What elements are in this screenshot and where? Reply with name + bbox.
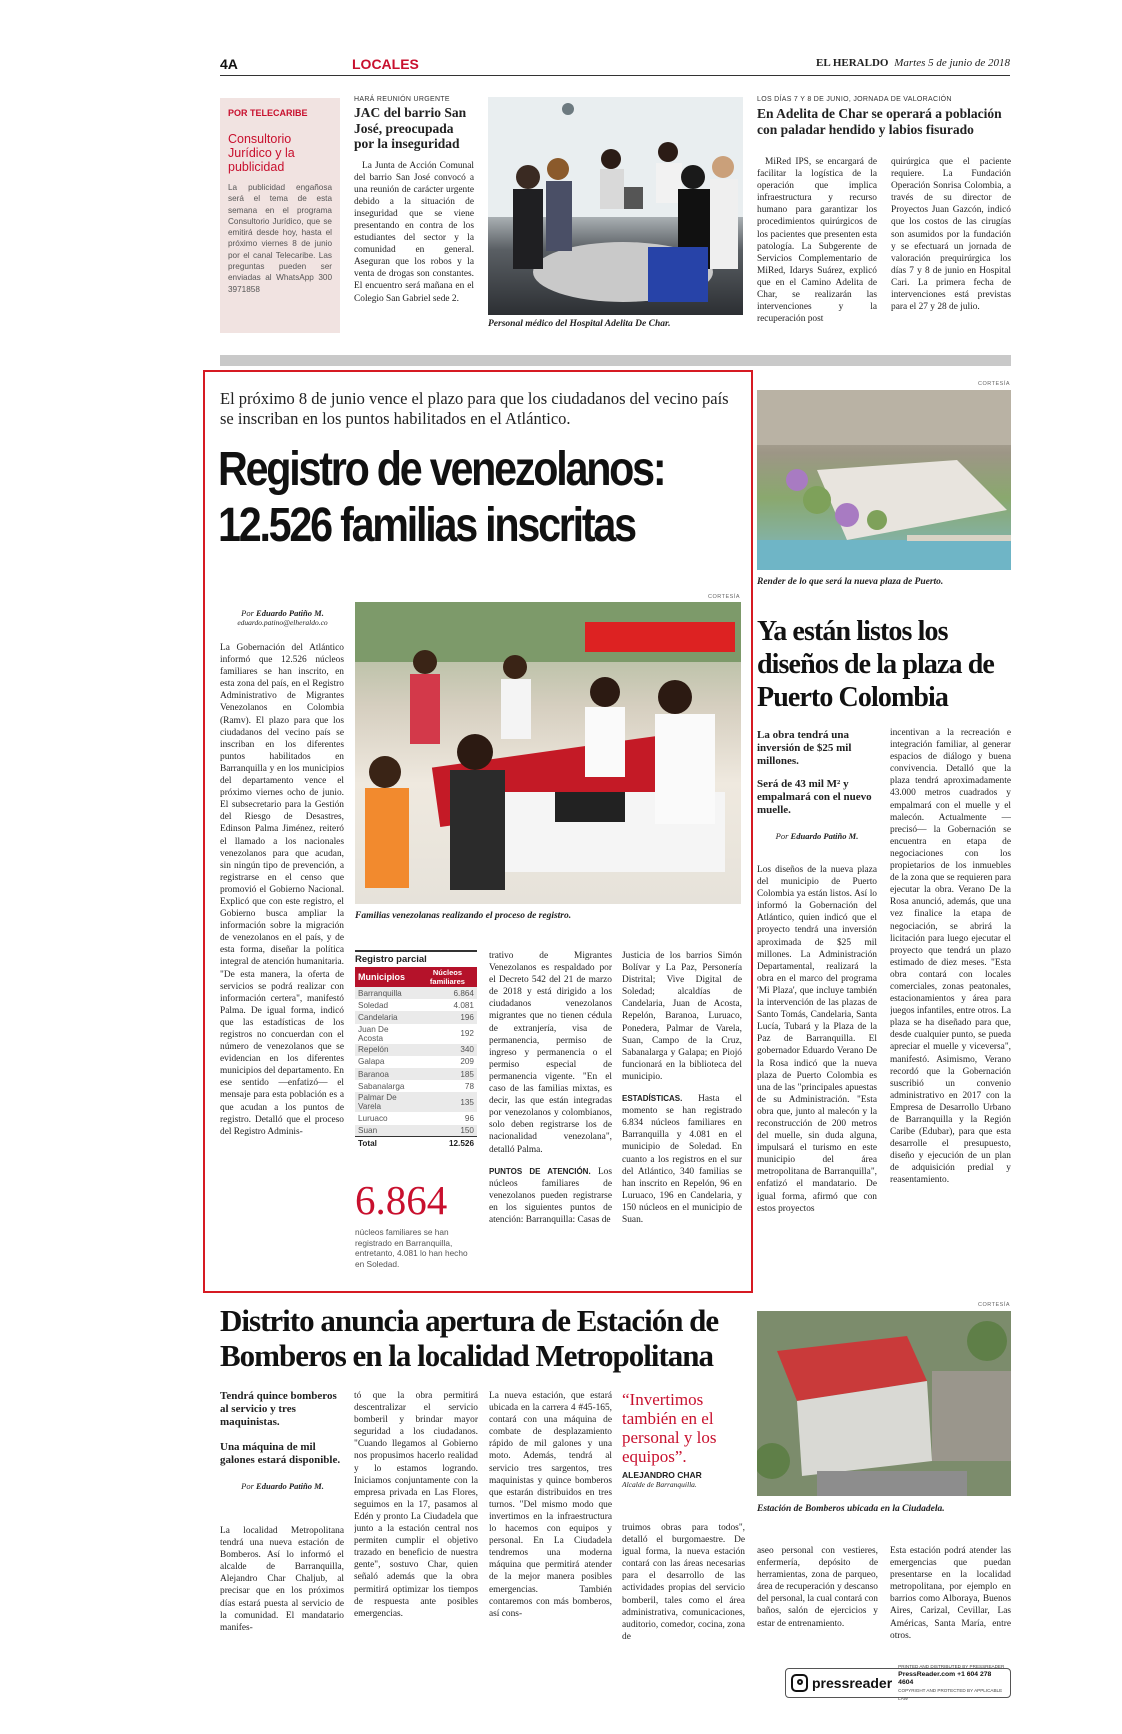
row-municipio: Candelaria bbox=[355, 1011, 418, 1023]
row-nucleos: 6.864 bbox=[418, 987, 477, 999]
pressreader-logo-icon bbox=[791, 1674, 808, 1692]
pressreader-line1: PRINTED AND DISTRIBUTED BY PRESSREADER bbox=[898, 1664, 1005, 1669]
registro-table bbox=[355, 967, 477, 1149]
telecaribe-box bbox=[220, 98, 340, 333]
section-label: LOCALES bbox=[352, 56, 419, 72]
jac-kicker: HARÁ REUNIÓN URGENTE bbox=[354, 96, 450, 103]
registro-col4: Justicia de los barrios Simón Bolívar y La Paz, Personería Distrital; Vive Digital de Soledad; alcaldías de Candelaria, Juan de Acosta, Repelón, Baranoa, Luruaco, Ponedera, Palmar de Varela, Suan, Campo de la Cruz, Sabanalarga y Galapa; en Piojó funcionará en la biblioteca del municipio. ESTADÍSTICAS. Hasta el momento se han registrado 6.834 núcleos familiares en Barranquilla y 4.081 en el municipio de Soledad. En cuanto a los registros en el sur del Atlántico, 340 familias se han inscrito en Repelón, 96 en Luruaco, 196 en Candelaria, y 150 núcleos en el municipio de Suan. bbox=[622, 951, 742, 1225]
bomberos-col6: Esta estación podrá atender las emergencias que puedan presentarse en la localidad metropolitana, por ejemplo en barrios como Alboraya, Buenos Aires, Carizal, Cevillar, Las Américas, Santa María, entre otros. bbox=[890, 1546, 1011, 1641]
adelita-caption: Personal médico del Hospital Adelita De Char. bbox=[488, 319, 671, 329]
row-municipio: Luruaco bbox=[358, 1113, 388, 1123]
total-value: 12.526 bbox=[418, 1137, 477, 1149]
bomberos-photo-credit: CORTESÍA bbox=[977, 1302, 1010, 1308]
char-col2: quirúrgica que el paciente requiere. La Fundación Operación Sonrisa Colombia, a través de su director de Proyectos Juan Gazcón, indicó que los costos de las cirugías son asumidos por la fundación y se efectuará un jornada de valoración prequirúrgica los días 7 y 8 de junio en Hospital Cari. La primera fecha de intervenciones está previstas para el 27 y 28 de julio. bbox=[891, 157, 1011, 313]
registro-headline-line1: Registro de venezolanos: bbox=[218, 443, 665, 496]
bomberos-left-col bbox=[220, 1390, 345, 1495]
char-story bbox=[757, 96, 1011, 336]
registro-table-row bbox=[355, 1092, 477, 1112]
bomberos-col3: La nueva estación, que estará ubicada en la carrera 4 #45-165, contará con una máquina de combate de desplazamiento rápido de mil galones y una moto. Además, tendrá al servicio tres sargentos, tres maquinistas y quince bomberos que estarán distribuidos en tres turnos. "Del mismo modo que invertimos en la infraestructura lo hacemos con equipos y personal. En La Ciudadela tendremos una moderna máquina que permitirá atender de la mejor manera posibles emergencias. También contaremos con más bomberos, así cons- bbox=[489, 1391, 612, 1619]
registro-table-row bbox=[355, 1112, 477, 1124]
registro-col1: La Gobernación del Atlántico informó que 12.526 núcleos familiares se han inscrito, en esta zona del país, en el Registro Administrativo de Migrantes Venezolanos en Colombia (Ramv). El plazo para que los ciudadanos del vecino país se inscriban en los diferentes puntos habilitados en Barranquilla y en los municipios del departamento vence el próximo viernes ocho de junio. El subsecretario para la Gestión del Riesgo de Desastres, Edinson Palma Jiménez, reiteró el llamado a los nacionales venezolanos para que acudan, sin ningún tipo de prevención, a registrarse en el censo que promovió el Gobierno Nacional. Explicó que con este registro, el Gobierno busca ampliar la información sobre la migración de venezolanos en el país, y de esta forma, diseñar la política integral de atención humanitaria. "De esta manera, la oferta de servicios se podrá realizar con información certera", manifestó Palma. De igual forma, indicó que las estadísticas de los registros no concuerdan con el número de venezolanos que se evidencian en los diferentes municipios del departamento. En ese sentido —enfatizó— el mensaje para esta población es a que acudan a los puntos de registro. Detalló que el proceso del Registro Adminis- bbox=[220, 643, 344, 1137]
paper-name: EL HERALDO bbox=[816, 57, 889, 69]
registro-photo-caption: Familias venezolanas realizando el proceso de registro. bbox=[355, 911, 572, 921]
registro-byline-prefix: Por bbox=[241, 608, 254, 618]
registro-table-row bbox=[355, 1125, 477, 1137]
plaza-headline: Ya están listos los diseños de la plaza de Puerto Colombia bbox=[757, 616, 994, 713]
row-nucleos: 4.081 bbox=[453, 1000, 474, 1010]
pressreader-brand[interactable]: pressreader bbox=[812, 1675, 893, 1691]
row-nucleos: 192 bbox=[460, 1029, 474, 1039]
bomberos-col5: aseo personal con vestieres, enfermería, depósito de herramientas, zona de parqueo, área de recuperación y descanso del personal, la cual contará con baños, salón de ejercicios y estar de entrenamiento. bbox=[757, 1546, 878, 1629]
quote-author: ALEJANDRO CHAR bbox=[622, 1470, 702, 1480]
row-nucleos: 96 bbox=[464, 1113, 474, 1123]
bomberos-byline-prefix: Por bbox=[241, 1481, 254, 1491]
registro-table-total bbox=[355, 1137, 477, 1149]
col3-sub-label: PUNTOS DE ATENCIÓN. bbox=[489, 1166, 591, 1176]
registro-table-row bbox=[355, 987, 477, 999]
registro-table-block bbox=[355, 950, 477, 1270]
registro-table-row bbox=[355, 1056, 477, 1068]
plaza-byline-name: Eduardo Patiño M. bbox=[790, 831, 859, 841]
registro-table-header bbox=[355, 967, 477, 987]
pressreader-footer bbox=[785, 1664, 1011, 1701]
row-nucleos: 196 bbox=[418, 1011, 477, 1023]
page-number: 4A bbox=[220, 56, 238, 72]
fire-station-illustration bbox=[757, 1311, 1011, 1496]
row-municipio: Sabanalarga bbox=[358, 1081, 405, 1091]
row-municipio: Baranoa bbox=[355, 1068, 418, 1080]
registro-photo-credit: CORTESÍA bbox=[707, 594, 740, 600]
header-municipio: Municipios bbox=[355, 967, 418, 987]
plaza-left-col bbox=[757, 729, 877, 845]
bomberos-deck1: Tendrá quince bomberos al servicio y tres maquinistas. bbox=[220, 1390, 337, 1428]
registro-table-row bbox=[355, 1068, 477, 1080]
row-nucleos: 135 bbox=[418, 1092, 477, 1112]
col3-sub: Los núcleos familiares de venezolanos pueden registrarse en los siguientes puntos de atención: Barranquilla: Casas de bbox=[489, 1166, 612, 1225]
row-nucleos: 340 bbox=[418, 1044, 477, 1056]
col4-sub: Hasta el momento se han registrado 6.834 núcleos familiares en Barranquilla y 4.081 en el municipio de Soledad. En cuanto a los registros en el sur del Atlántico, 340 familias se han inscrito en Repelón, 96 en Luruaco, 196 en Candelaria, y 150 núcleos en el municipio de Suan. bbox=[622, 1094, 742, 1225]
total-label: Total bbox=[355, 1137, 418, 1149]
registro-table-row bbox=[355, 1024, 477, 1044]
col4-sub-label: ESTADÍSTICAS. bbox=[622, 1094, 683, 1104]
bomberos-quote-block bbox=[622, 1390, 746, 1489]
registro-deck: El próximo 8 de junio vence el plazo para que los ciudadanos del vecino país se inscriban en los puntos habilitados en el Atlántico. bbox=[220, 389, 729, 428]
row-nucleos: 150 bbox=[418, 1125, 477, 1137]
row-nucleos: 209 bbox=[460, 1057, 474, 1067]
registro-photo bbox=[355, 602, 741, 904]
meeting-illustration bbox=[488, 97, 743, 315]
registro-col3: trativo de Migrantes Venezolanos es respaldado por el Decreto 542 del 21 de marzo de 2018 y está dirigido a los ciudadanos venezolanos migrantes que no tienen cédula de extranjería, visa de permanencia, permiso de ingreso y permanencia o el permiso especial de permanencia vigente. "En el caso de las familias mixtas, es decir, las que están integradas por venezolanos y colombianos, solo deben registrarse los de nacionalidad venezolana", detalló Palma. PUNTOS DE ATENCIÓN. Los núcleos familiares de venezolanos pueden registrarse en los siguientes puntos de atención: Barranquilla: Casas de bbox=[489, 951, 612, 1225]
registro-byline-email[interactable]: eduardo.patino@elheraldo.co bbox=[237, 618, 328, 627]
telecaribe-tag: POR TELECARIBE bbox=[228, 108, 308, 118]
registro-table-row bbox=[355, 1044, 477, 1056]
registro-table-row bbox=[355, 1011, 477, 1023]
row-municipio: Suan bbox=[355, 1125, 418, 1137]
bomberos-col2: tó que la obra permitirá descentralizar el servicio bomberil y brindar mayor seguridad a los ciudadanos. "Cuando llegamos al Gobierno nos propusimos hacerlo realidad y lo estamos logrando. Iniciamos conjuntamente con la empresa privada en Las Flores, seguimos en la 17, pasamos al Edén y pronto La Ciudadela que junto a la estación central nos permiten cumplir el objetivo trazado en beneficio de nuestra gente", sostuvo Char, quien señaló además que la obra permitirá optimizar los tiempos de respuesta ante posibles emergencias. bbox=[354, 1391, 478, 1619]
registro-big-number-text: núcleos familiares se han registrado en Barranquilla, entretanto, 4.081 lo han hecho en Soledad. bbox=[355, 1226, 468, 1270]
plaza-render bbox=[757, 390, 1011, 570]
bomberos-byline-name: Eduardo Patiño M. bbox=[256, 1481, 324, 1491]
plaza-byline-prefix: Por bbox=[775, 831, 789, 841]
registration-crowd-illustration bbox=[355, 602, 741, 904]
plaza-deck2: Será de 43 mil M² y empalmará con el nuevo muelle. bbox=[757, 778, 872, 816]
adelita-photo bbox=[488, 97, 743, 315]
char-col1: MiRed IPS, se encargará de facilitar la logística de la operación que implica infraestructura y recurso humano para garantizar los procedimientos quirúrgicos de los pacientes que presenten esta patología. La Subgerente de Servicios Complementario de MiRed, Idarys Suárez, explicó que en el Camino Adelita de Char, se realizarán las intervenciones y la recuperación post bbox=[757, 157, 877, 325]
row-municipio: Repelón bbox=[355, 1044, 418, 1056]
char-title: En Adelita de Char se operará a población con paladar hendido y labios fisurado bbox=[757, 106, 1002, 137]
bomberos-photo bbox=[757, 1311, 1011, 1496]
bomberos-quote: “Invertimos también en el personal y los equipos”. bbox=[622, 1390, 717, 1466]
jac-title: JAC del barrio San José, preocupada por la inseguridad bbox=[354, 105, 467, 151]
plaza-col1: Los diseños de la nueva plaza del municipio de Puerto Colombia ya están listos. Así lo informó la Gobernación del Atlántico, quien indicó que el proyecto tendrá una inversión aproximada de $25 mil millones. La Administración Departamental, realizará la obra en el marco del programa 'Mi Plaza', que incluye también la intervención de las plazas de Santo Tomás, Candelaria, Santa Lucía, Tubará y la Plaza de la Paz de Barranquilla. El gobernador Eduardo Verano De la Rosa indicó que la nueva plaza de Puerto Colombia es una de las "principales apuestas de su Administración. "Esta obra que, junto al malecón y la reconstrucción de 200 metros del muelle, sin duda alguna, impulsará el turismo en este municipio del área metropolitana de Barranquilla", enfatizó el mandatario. De igual forma, afirmó que con estos proyectos bbox=[757, 865, 877, 1214]
row-nucleos: 185 bbox=[418, 1068, 477, 1080]
registro-big-number: 6.864 bbox=[355, 1176, 448, 1223]
plaza-photo-credit: CORTESÍA bbox=[977, 381, 1010, 387]
char-kicker: LOS DÍAS 7 Y 8 DE JUNIO, JORNADA DE VALORACIÓN bbox=[757, 96, 952, 103]
row-municipio: Galapa bbox=[358, 1057, 385, 1067]
section-divider bbox=[220, 355, 1011, 366]
telecaribe-body: La publicidad engañosa será el tema de esta semana en el programa Consultorio Jurídico, que se emitirá desde hoy, hasta el próximo viernes 8 de junio por el canal Telecaribe. Las preguntas pueden ser enviadas al WhatsApp 300 3971858 bbox=[228, 183, 332, 294]
masthead-date bbox=[816, 57, 1010, 69]
bomberos-col4: truimos obras para todos", detalló el burgomaestre. De igual forma, la nueva estación contará con las áreas necesarias para el desarrollo de las actividades propias del servicio bomberil, tales como el área administrativa, comunicaciones, auditorio, comedor, cocina, zona de bbox=[622, 1523, 745, 1642]
quote-role: Alcalde de Barranquilla. bbox=[622, 1480, 697, 1489]
telecaribe-title: Consultorio Jurídico y la publicidad bbox=[228, 132, 295, 174]
header-nucleos: Núcleos familiares bbox=[418, 967, 477, 987]
registro-table-title: Registro parcial bbox=[355, 950, 477, 967]
registro-byline bbox=[220, 608, 345, 631]
bomberos-deck2: Una máquina de mil galones estará disponible. bbox=[220, 1441, 341, 1466]
registro-table-row bbox=[355, 999, 477, 1011]
plaza-deck1: La obra tendrá una inversión de $25 mil millones. bbox=[757, 729, 852, 767]
registro-headline-line2: 12.526 familias inscritas bbox=[218, 499, 635, 552]
pressreader-line3: COPYRIGHT AND PROTECTED BY APPLICABLE LAW bbox=[898, 1688, 1003, 1701]
registro-headline bbox=[218, 442, 674, 554]
row-municipio: Soledad bbox=[358, 1000, 389, 1010]
registro-table-row bbox=[355, 1080, 477, 1092]
pressreader-line2: PressReader.com +1 604 278 4604 bbox=[898, 1671, 992, 1686]
jac-body: La Junta de Acción Comunal del barrio San José convocó a una reunión de carácter urgente debido a la situación de inseguridad que se viene presentando en contra de los estudiantes del sector y la comunidad en general. Aseguran que los robos y la venta de drogas son constantes. El encuentro será mañana en el Colegio San Gabriel sede 2. bbox=[354, 160, 474, 304]
bomberos-col1: La localidad Metropolitana tendrá una nueva estación de Bomberos. Así lo informó el alcalde de Barranquilla, Alejandro Char Chaljub, al precisar que en los próximos días estará puesta al servicio de la comunidad. El mandatario manifes- bbox=[220, 1526, 344, 1633]
row-municipio: Juan De Acosta bbox=[358, 1024, 389, 1043]
registro-byline-name: Eduardo Patiño M. bbox=[256, 608, 324, 618]
plaza-col2: incentivan a la recreación e integración familiar, al generar espacios de diálogo y buena convivencia. Detalló que la plaza tendrá aproximadamente 43.000 metros cuadrados y empalmará con el muelle y el malecón. Actualmente —precisó— la Gobernación se encuentra en etapa de negociaciones con los propietarios de los inmuebles de la zona que se requieren para ejecutar la obra. Verano De la Rosa anunció, además, que una vez finalice la etapa de negociación, se abrirá la licitación para luego ejecutar el proyecto que tendrá un plazo estimado de diez meses. "Esta obra contará con locales comerciales, zonas peatonales, estacionamientos y área para juegos infantiles, entre otros. La plaza se ha diseñado para que, desde cualquier punto, se pueda apreciar el muelle y viceversa", manifestó. Asimismo, Verano recordó que la Gobernación suscribió un convenio administrativo en 2017 con la Empresa de Desarrollo Urbano de Barranquilla y la Región Caribe (Edubar), para que esta desarrolle el presupuesto, diseño y ejecución de un plan de adquisición predial y reasentamiento. bbox=[890, 728, 1011, 1186]
bomberos-caption: Estación de Bomberos ubicada en la Ciudadela. bbox=[757, 1504, 945, 1514]
plaza-render-illustration bbox=[757, 390, 1011, 570]
jac-story bbox=[354, 96, 474, 341]
pressreader-legal bbox=[898, 1663, 1005, 1703]
page-header bbox=[220, 54, 1010, 76]
row-municipio: Barranquilla bbox=[355, 987, 418, 999]
row-nucleos: 78 bbox=[464, 1081, 474, 1091]
plaza-caption: Render de lo que será la nueva plaza de Puerto. bbox=[757, 577, 944, 587]
row-municipio: Palmar De Varela bbox=[355, 1092, 418, 1112]
bomberos-headline: Distrito anuncia apertura de Estación de Bomberos en la localidad Metropolitana bbox=[220, 1303, 719, 1373]
issue-date: Martes 5 de junio de 2018 bbox=[894, 57, 1010, 69]
